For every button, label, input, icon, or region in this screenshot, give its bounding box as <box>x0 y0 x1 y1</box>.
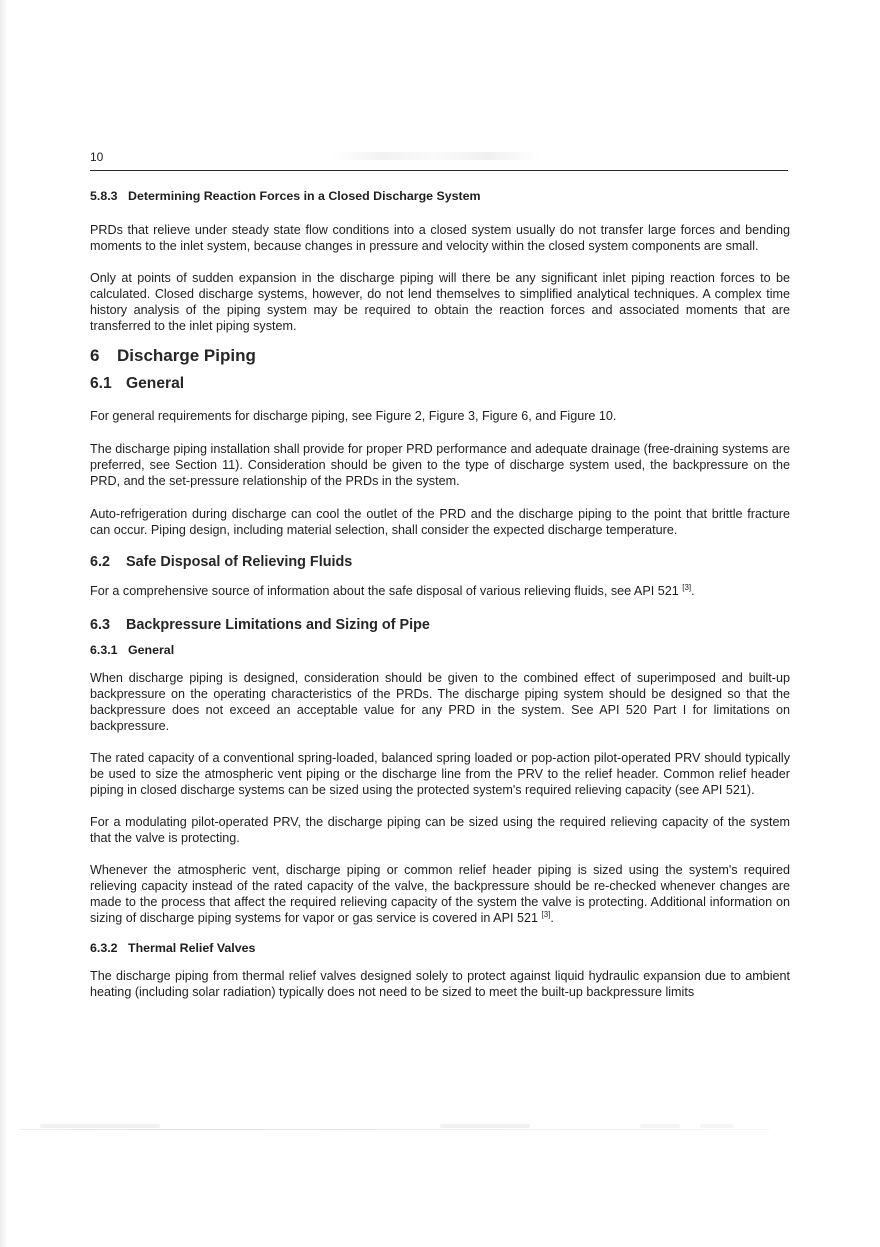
heading-6 <box>90 345 790 367</box>
heading-number: 6.2 <box>90 554 111 570</box>
faded-footer-mark <box>640 1124 680 1128</box>
heading-title: Safe Disposal of Relieving Fluids <box>126 554 353 570</box>
heading-6-3-2 <box>90 940 790 956</box>
citation-ref: [3] <box>682 582 692 592</box>
heading-number: 6.1 <box>90 375 112 392</box>
heading-number: 6.3.2 <box>90 941 118 955</box>
paragraph: When discharge piping is designed, consideration should be given to the combined effect of superimposed and built-up backpressure on the operating characteristics of the PRDs. The discharge piping system should be designed so that the backpressure does not exceed an acceptable value for any PRD in the system. See API 520 Part I for limitations on backpressure. <box>90 671 790 733</box>
heading-number: 6 <box>90 346 100 365</box>
citation-ref: [3] <box>541 909 551 919</box>
paragraph: The rated capacity of a conventional spring-loaded, balanced spring loaded or pop-action pilot-operated PRV should typically be used to size the atmospheric vent piping or the discharge line from the PRV to the relief header. Common relief header piping in closed discharge systems can be sized using the protected system's required relieving capacity (see API 521). <box>90 751 790 797</box>
paragraph-text: For a comprehensive source of information about the safe disposal of various relieving fluids, see API 521 <box>90 584 679 598</box>
paragraph: Auto-refrigeration during discharge can cool the outlet of the PRD and the discharge piping to the point that brittle fracture can occur. Piping design, including material selection, shall consider the expected discharge temperature. <box>90 507 790 537</box>
paragraph <box>90 862 790 926</box>
paragraph: For general requirements for discharge piping, see Figure 2, Figure 3, Figure 6, and Figure 10. <box>90 409 617 423</box>
paragraph: Only at points of sudden expansion in the discharge piping will there be any significant inlet piping reaction forces to be calculated. Closed discharge systems, however, do not lend themselves to simplified analytical techniques. A complex time history analysis of the piping system may be required to obtain the reaction forces and associated moments that are transferred to the inlet piping system. <box>90 271 790 333</box>
paragraph <box>90 583 790 599</box>
scan-edge-shadow <box>0 0 8 1247</box>
paragraph-end: . <box>691 584 695 598</box>
paragraph: For a modulating pilot-operated PRV, the discharge piping can be sized using the required relieving capacity of the system that the valve is protecting. <box>90 815 790 845</box>
faded-footer-mark <box>700 1124 734 1128</box>
header-rule <box>90 170 788 171</box>
heading-title: Discharge Piping <box>117 346 256 365</box>
heading-number: 5.8.3 <box>90 189 118 203</box>
paragraph-text: Whenever the atmospheric vent, discharge piping or common relief header piping is sized using the system's required relieving capacity instead of the rated capacity of the valve, the backpressure should be re-checked whenever changes are made to the process that affect the required relieving capacity of the system the valve is protecting. Additional information on sizing of discharge piping systems for vapor or gas service is covered in API 521 <box>90 863 790 925</box>
faded-header-text <box>330 152 540 160</box>
faded-footer-mark <box>440 1124 530 1128</box>
heading-title: General <box>128 643 175 657</box>
heading-title: Determining Reaction Forces in a Closed Discharge System <box>128 189 481 203</box>
page-header <box>90 150 790 168</box>
heading-title: Thermal Relief Valves <box>128 941 256 955</box>
heading-6-2 <box>90 551 790 573</box>
page-content <box>90 188 790 1000</box>
heading-title: General <box>126 375 185 392</box>
footer-rule <box>20 1129 770 1130</box>
heading-6-1 <box>90 373 790 395</box>
paragraph-end: . <box>550 911 554 925</box>
heading-5-8-3 <box>90 188 790 204</box>
heading-6-3 <box>90 614 790 636</box>
paragraph: The discharge piping installation shall provide for proper PRD performance and adequate drainage (free-draining systems are preferred, see Section 11). Consideration should be given to the type of discharge system used, the backpressure on the PRD, and the set-pressure relationship of the PRDs in the system. <box>90 442 790 488</box>
heading-number: 6.3.1 <box>90 643 118 657</box>
heading-6-3-1 <box>90 642 790 658</box>
page-number: 10 <box>90 150 104 164</box>
paragraph: PRDs that relieve under steady state flow conditions into a closed system usually do not transfer large forces and bending moments to the inlet system, because changes in pressure and velocity within the closed system components are small. <box>90 223 790 253</box>
heading-title: Backpressure Limitations and Sizing of Pipe <box>126 617 430 633</box>
paragraph: The discharge piping from thermal relief valves designed solely to protect against liquid hydraulic expansion due to ambient heating (including solar radiation) typically does not need to be sized to meet the built-up backpressure limits <box>90 969 790 999</box>
heading-number: 6.3 <box>90 617 111 633</box>
faded-footer-mark <box>40 1124 160 1128</box>
